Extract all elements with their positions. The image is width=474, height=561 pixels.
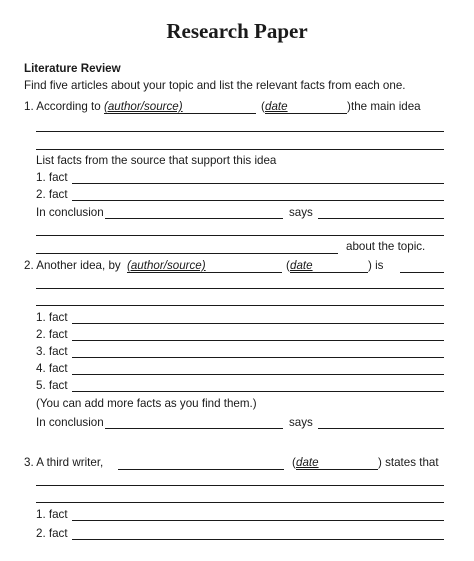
item2-fact-label: 4. fact [36, 362, 68, 375]
item1-fact-label: 2. fact [36, 188, 68, 201]
item2-fact-label: 1. fact [36, 311, 68, 324]
item2-prefix: 2. Another idea, by [24, 259, 121, 272]
item1-conclusion-label: In conclusion [36, 206, 104, 219]
item3-date-blank[interactable] [296, 469, 378, 470]
item3-fact-label: 2. fact [36, 527, 68, 540]
section-heading: Literature Review [24, 62, 121, 75]
item2-conclusion-label: In conclusion [36, 416, 104, 429]
item2-says: says [289, 416, 313, 429]
answer-line[interactable] [36, 131, 444, 132]
item2-date: date [290, 259, 313, 272]
answer-line[interactable] [36, 235, 444, 236]
item1-fact-label: 1. fact [36, 171, 68, 184]
item1-author-blank[interactable] [104, 113, 256, 114]
says-blank[interactable] [318, 428, 444, 429]
page-title: Research Paper [166, 19, 308, 43]
item2-date-open: ( [286, 259, 290, 272]
item2-fact-label: 2. fact [36, 328, 68, 341]
item2-fact-label: 5. fact [36, 379, 68, 392]
answer-line[interactable] [36, 253, 338, 254]
says-blank[interactable] [318, 218, 444, 219]
item2-author-blank[interactable] [127, 272, 282, 273]
is-blank[interactable] [400, 272, 444, 273]
answer-line[interactable] [36, 305, 444, 306]
fact-line[interactable] [72, 323, 444, 324]
item3-writer-blank[interactable] [118, 469, 284, 470]
fact-line[interactable] [72, 539, 444, 540]
item1-date-blank[interactable] [265, 113, 347, 114]
instructions: Find five articles about your topic and list the relevant facts from each one. [24, 79, 406, 92]
item3-prefix: 3. A third writer, [24, 456, 104, 469]
fact-line[interactable] [72, 200, 444, 201]
answer-line[interactable] [36, 502, 444, 503]
fact-line[interactable] [72, 520, 444, 521]
item1-date-close: ) [347, 100, 351, 113]
item1-author-source: (author/source) [104, 100, 183, 113]
fact-line[interactable] [72, 374, 444, 375]
item1-date: date [265, 100, 288, 113]
item2-fact-label: 3. fact [36, 345, 68, 358]
item3-date: date [296, 456, 319, 469]
answer-line[interactable] [36, 288, 444, 289]
item2-author-source: (author/source) [127, 259, 206, 272]
answer-line[interactable] [36, 149, 444, 150]
fact-line[interactable] [72, 391, 444, 392]
fact-line[interactable] [72, 340, 444, 341]
item1-facts-intro: List facts from the source that support this idea [36, 154, 277, 167]
answer-line[interactable] [36, 485, 444, 486]
item1-prefix: 1. According to [24, 100, 101, 113]
conclusion-blank[interactable] [105, 218, 283, 219]
conclusion-blank[interactable] [105, 428, 283, 429]
item1-date-open: ( [261, 100, 265, 113]
item2-date-blank[interactable] [290, 272, 368, 273]
fact-line[interactable] [72, 357, 444, 358]
item3-fact-label: 1. fact [36, 508, 68, 521]
item2-note: (You can add more facts as you find them.) [36, 397, 257, 410]
item1-suffix: the main idea [351, 100, 421, 113]
item3-date-open: ( [292, 456, 296, 469]
item3-date-close: ) states that [378, 456, 439, 469]
fact-line[interactable] [72, 183, 444, 184]
item2-date-close: ) is [368, 259, 384, 272]
item1-about-topic: about the topic. [346, 240, 426, 253]
item1-says: says [289, 206, 313, 219]
